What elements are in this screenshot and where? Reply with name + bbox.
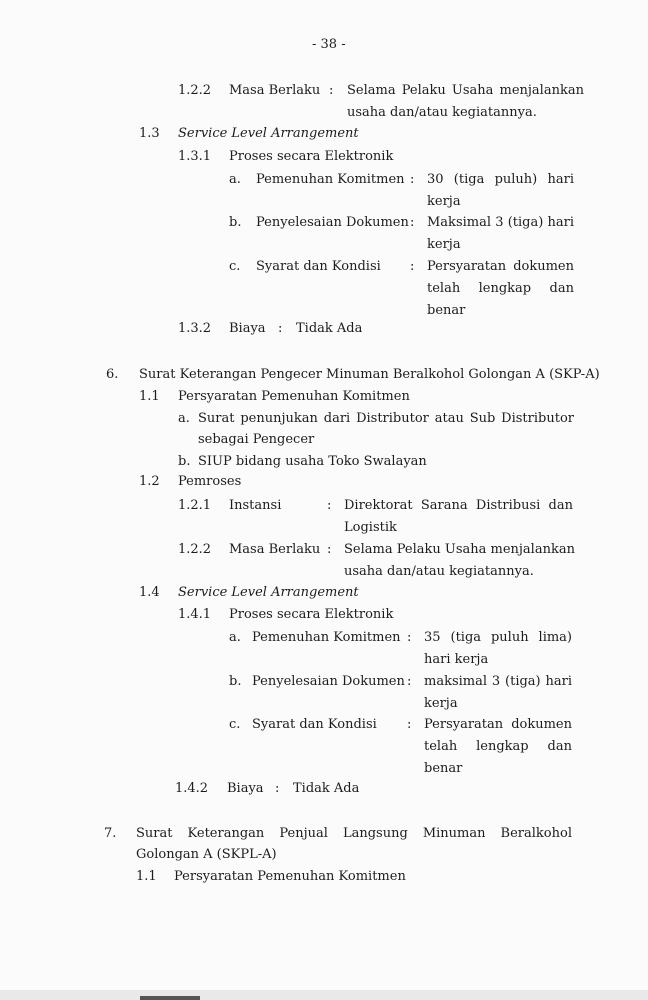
item-letter: a. bbox=[178, 411, 190, 426]
colon: : bbox=[410, 172, 415, 187]
item-value-line: Selama Pelaku Usaha menjalankan bbox=[344, 542, 575, 557]
item-letter: c. bbox=[229, 259, 241, 274]
item-label: Biaya bbox=[229, 321, 266, 336]
item-value-line: benar bbox=[427, 303, 466, 318]
colon: : bbox=[327, 542, 332, 557]
item-letter: a. bbox=[229, 630, 241, 645]
item-value-line: hari kerja bbox=[424, 652, 489, 667]
colon: : bbox=[275, 781, 280, 796]
section-title: Pemroses bbox=[178, 474, 242, 489]
item-letter: b. bbox=[229, 674, 242, 689]
subsection-number: 1.4.2 bbox=[175, 781, 209, 796]
section-number: 1.1 bbox=[136, 869, 157, 884]
subsection-title: Proses secara Elektronik bbox=[229, 149, 394, 164]
item-value-line: Persyaratan dokumen bbox=[424, 717, 572, 732]
item-label: Penyelesaian Dokumen bbox=[256, 215, 409, 230]
section-title: Service Level Arrangement bbox=[178, 585, 359, 600]
item-label: Masa Berlaku bbox=[229, 83, 321, 98]
item-letter: c. bbox=[229, 717, 241, 732]
item-value-line: Logistik bbox=[344, 520, 397, 535]
item-value-line: Maksimal 3 (tiga) hari bbox=[427, 215, 574, 230]
section-number: 1.1 bbox=[139, 389, 160, 404]
item-value: Tidak Ada bbox=[296, 321, 363, 336]
colon: : bbox=[407, 674, 412, 689]
item-label: Syarat dan Kondisi bbox=[252, 717, 377, 732]
item-value-line: kerja bbox=[427, 237, 461, 252]
item-label: Penyelesaian Dokumen bbox=[252, 674, 405, 689]
main-section-number: 6. bbox=[106, 367, 119, 382]
colon: : bbox=[327, 498, 332, 513]
subsection-number: 1.3.2 bbox=[178, 321, 212, 336]
scan-bottom-mark bbox=[140, 996, 200, 1000]
subsection-number: 1.4.1 bbox=[178, 607, 212, 622]
page-number: - 38 - bbox=[312, 37, 346, 52]
item-value-line: Selama Pelaku Usaha menjalankan bbox=[347, 83, 584, 98]
item-label: Instansi bbox=[229, 498, 282, 513]
section-title: Persyaratan Pemenuhan Komitmen bbox=[174, 869, 406, 884]
item-label: Pemenuhan Komitmen bbox=[252, 630, 401, 645]
item-value-line: Surat penunjukan dari Distributor atau Sub Distributor bbox=[198, 411, 574, 426]
item-number: 1.2.2 bbox=[178, 83, 212, 98]
item-letter: b. bbox=[178, 454, 191, 469]
item-value-line: usaha dan/atau kegiatannya. bbox=[344, 564, 534, 579]
item-value-line: usaha dan/atau kegiatannya. bbox=[347, 105, 537, 120]
section-number: 1.4 bbox=[139, 585, 160, 600]
colon: : bbox=[278, 321, 283, 336]
subsection-number: 1.2.1 bbox=[178, 498, 212, 513]
item-value-line: benar bbox=[424, 761, 463, 776]
section-title: Service Level Arrangement bbox=[178, 126, 359, 141]
item-value-line: kerja bbox=[424, 696, 458, 711]
item-letter: b. bbox=[229, 215, 242, 230]
colon: : bbox=[410, 215, 415, 230]
item-value-line: 30 (tiga puluh) hari bbox=[427, 172, 574, 187]
item-label: Pemenuhan Komitmen bbox=[256, 172, 405, 187]
section-number: 1.2 bbox=[139, 474, 160, 489]
main-section-number: 7. bbox=[104, 826, 117, 841]
colon: : bbox=[407, 717, 412, 732]
colon: : bbox=[407, 630, 412, 645]
item-value-line: Persyaratan dokumen bbox=[427, 259, 574, 274]
item-value-line: 35 (tiga puluh lima) bbox=[424, 630, 572, 645]
item-value: Tidak Ada bbox=[293, 781, 360, 796]
item-value-line: telah lengkap dan bbox=[424, 739, 572, 754]
subsection-number: 1.2.2 bbox=[178, 542, 212, 557]
item-label: Syarat dan Kondisi bbox=[256, 259, 381, 274]
section-title: Persyaratan Pemenuhan Komitmen bbox=[178, 389, 410, 404]
item-value-line: Direktorat Sarana Distribusi dan bbox=[344, 498, 573, 513]
main-section-title-line: Surat Keterangan Penjual Langsung Minuman Beralkohol bbox=[136, 826, 572, 841]
colon: : bbox=[410, 259, 415, 274]
item-letter: a. bbox=[229, 172, 241, 187]
main-section-title: Surat Keterangan Pengecer Minuman Beralkohol Golongan A (SKP-A) bbox=[139, 367, 600, 382]
item-value-line: maksimal 3 (tiga) hari bbox=[424, 674, 572, 689]
subsection-number: 1.3.1 bbox=[178, 149, 212, 164]
colon: : bbox=[329, 83, 334, 98]
item-value-line: telah lengkap dan bbox=[427, 281, 574, 296]
subsection-title: Proses secara Elektronik bbox=[229, 607, 394, 622]
section-number: 1.3 bbox=[139, 126, 160, 141]
item-label: Biaya bbox=[227, 781, 264, 796]
scan-bottom-edge bbox=[0, 990, 648, 1000]
item-value-line: kerja bbox=[427, 194, 461, 209]
item-value-line: SIUP bidang usaha Toko Swalayan bbox=[198, 454, 427, 469]
main-section-title-line: Golongan A (SKPL-A) bbox=[136, 847, 277, 862]
item-value-line: sebagai Pengecer bbox=[198, 432, 315, 447]
item-label: Masa Berlaku bbox=[229, 542, 321, 557]
